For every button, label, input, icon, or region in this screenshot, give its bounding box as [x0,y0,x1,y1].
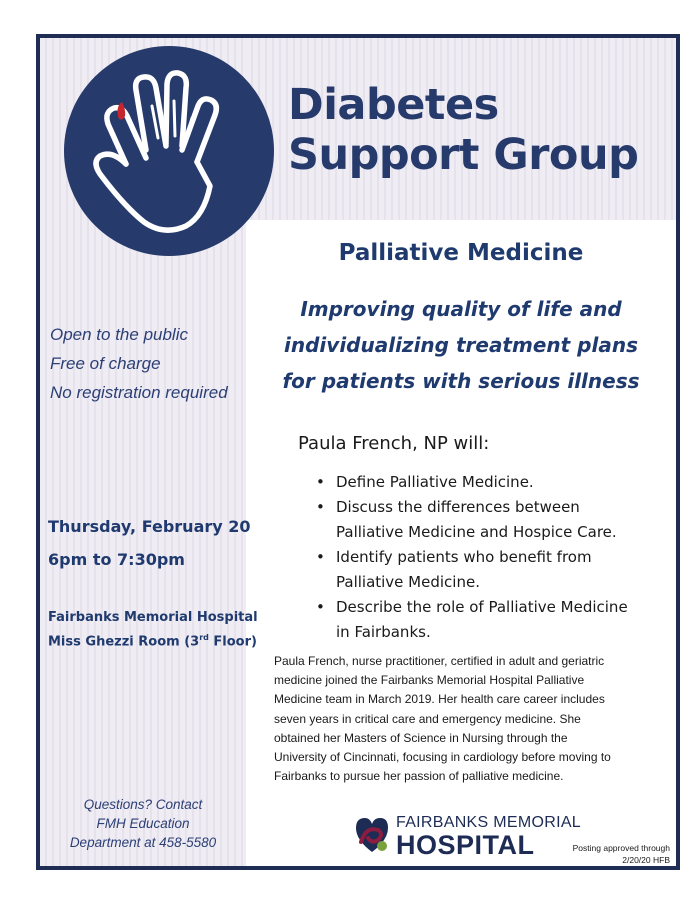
presenter-intro: Paula French, NP will: [298,433,490,454]
objectives-list [312,470,652,645]
flyer [36,34,680,870]
posting-approval [573,842,670,866]
posting-line: 2/20/20 HFB [622,855,670,865]
location-floor: Floor) [208,634,257,650]
contact-line: Questions? Contact [83,797,203,812]
tagline-line: for patients with serious illness [282,369,640,393]
bio-line: University of Cincinnati, focusing in cardiology before moving to [274,750,611,765]
topic-heading: Palliative Medicine [338,240,584,266]
title-line-2: Support Group [288,130,639,180]
list-item-line: Palliative Medicine and Hospice Care. [336,523,617,541]
hospital-logo [352,808,592,868]
location-line-1: Fairbanks Memorial Hospital [48,610,258,625]
hand-blood-drop-icon [64,46,274,256]
info-line: Free of charge [50,354,161,373]
heart-swirl-icon [352,812,392,856]
event-date: Thursday, February 20 [48,517,251,536]
location-sup: rd [199,633,209,642]
tagline [246,291,676,399]
list-item-line: • Define Palliative Medicine. [336,473,534,491]
bio-line: seven years in critical care and emergency medicine. She [274,711,581,726]
bio-line: Fairbanks to pursue her passion of palliative medicine. [274,769,564,784]
list-item [312,545,652,595]
tagline-line: Improving quality of life and [300,297,622,321]
list-item [312,470,652,495]
hospital-name-line-1: FAIRBANKS MEMORIAL [396,814,581,831]
bio-line: Paula French, nurse practitioner, certified in adult and geriatric [274,654,605,668]
access-info [50,320,228,407]
page-title [288,80,638,180]
event-location [48,608,258,652]
list-item-line: • Discuss the differences between [336,498,580,516]
list-item-line: • Identify patients who benefit from [336,548,592,566]
tagline-line: individualizing treatment plans [284,333,638,357]
info-line: No registration required [50,383,228,402]
event-datetime [48,510,251,576]
posting-line: Posting approved through [572,843,670,853]
contact-info [40,795,246,852]
bio-line: medicine joined the Fairbanks Memorial Hospital Palliative [274,673,585,688]
info-line: Open to the public [50,325,188,344]
list-item [312,595,652,645]
bio-line: obtained her Masters of Science in Nursing through the [274,730,568,745]
event-time: 6pm to 7:30pm [48,550,185,569]
list-item-line: Palliative Medicine. [336,573,480,591]
list-item-line: • Describe the role of Palliative Medicine [336,598,628,616]
location-line-2 [48,628,258,652]
bio-line: Medicine team in March 2019. Her health care career includes [274,692,605,707]
list-item-line: in Fairbanks. [336,623,431,641]
hospital-name-line-2: HOSPITAL [396,830,535,860]
title-line-1: Diabetes [288,80,499,130]
contact-line: FMH Education [96,816,190,831]
list-item [312,495,652,545]
location-room: Miss Ghezzi Room (3 [48,634,200,650]
contact-line: Department at 458-5580 [69,835,217,850]
presenter-bio [274,652,674,786]
